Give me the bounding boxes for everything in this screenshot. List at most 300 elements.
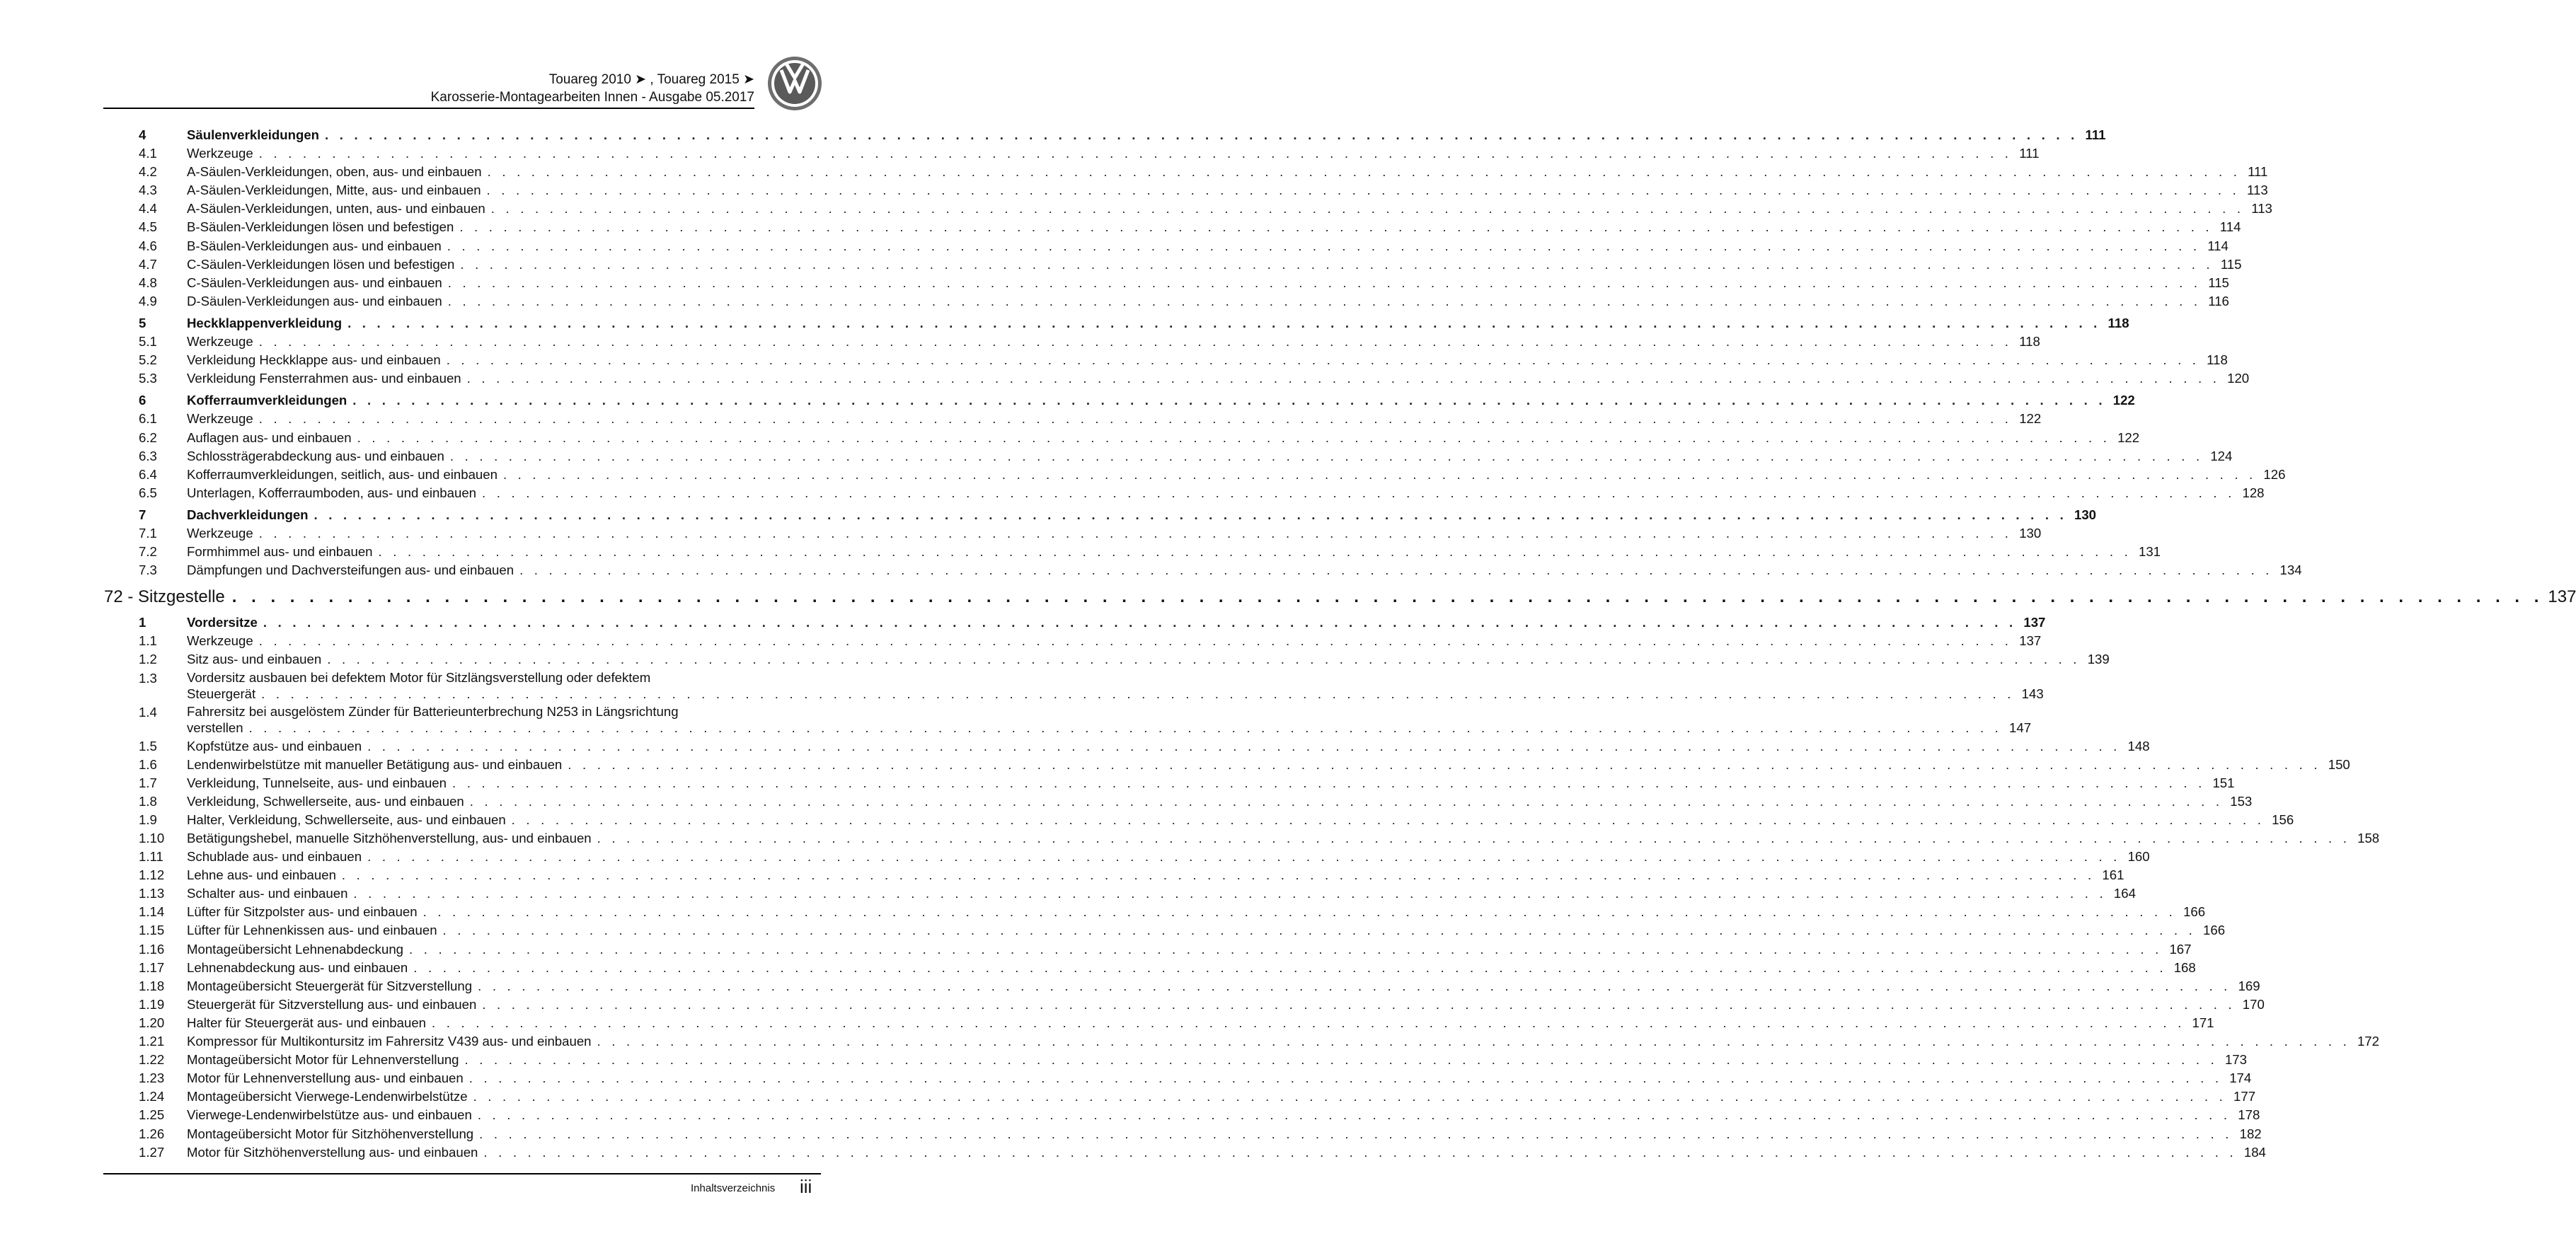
toc-leader-dots: . . . . . . . . . . . . . . . . . . . . . . . . . . . . . . . . . . . . . . . . . . . . . . . . . . . . . . . . . . . . . . . . . . . . . . . . . . . . . . . . . . . . . . . . . . . . . . . . . . . . . . . . . . . . . . . . . . . . . . . . (468, 1070, 2223, 1086)
toc-entry-page: 172 (2357, 1034, 2379, 1049)
toc-entry-number: 1 (139, 615, 146, 630)
toc-leader-dots: . . . . . . . . . . . . . . . . . . . . . . . . . . . . . . . . . . . . . . . . . . . . . . . . . . . . . . . . . . . . . . . . . . . . . . . . . . . . . . . . . . . . . . . . . . . . . . . . . . . . . . . . . . . . . . . . . . . . . . . . (490, 201, 2245, 217)
toc-entry[interactable] (139, 774, 2235, 792)
toc-leader-dots: . . . . . . . . . . . . . . . . . . . . . . . . . . . . . . . . . . . . . . . . . . . . . . . . . . . . . . . . . . . . . . . . . . . . . . . . . . . . . . . . . . . . . . . . . . . . . . . . . . . . . . . . . . . . . . . . . . . . . . . . (258, 146, 2013, 161)
toc-leader-dots: . . . . . . . . . . . . . . . . . . . . . . . . . . . . . . . . . . . . . . . . . . . . . . . . . . . . . . . . . . . . . . . . . . . . . . . . . . . . . . . . . . . . . . . . . . . . . . . . . . . . . . . . . . . . . . . . . . . . . . . . (413, 959, 2167, 975)
toc-entry-number: 4.6 (139, 238, 157, 253)
toc-entry-number: 1.5 (139, 738, 157, 754)
toc-section-heading[interactable] (139, 314, 2129, 333)
toc-entry[interactable] (139, 429, 2140, 447)
toc-entry-line (187, 669, 2044, 702)
toc-entry[interactable] (139, 466, 2286, 484)
toc-entry-page: 177 (2233, 1089, 2256, 1104)
toc-entry-title: Werkzeuge (187, 146, 253, 161)
toc-entry-page: 118 (2019, 334, 2040, 350)
toc-entry-title: Verkleidung, Tunnelseite, aus- und einbauen (187, 775, 447, 790)
toc-entry-number: 1.6 (139, 756, 157, 772)
toc-entry-page: 170 (2242, 996, 2265, 1012)
toc-entry[interactable] (139, 703, 2032, 737)
toc-entry-title: Verkleidung, Schwellerseite, aus- und einbauen (187, 793, 464, 809)
toc-leader-dots: . . . . . . . . . . . . . . . . . . . . . . . . . . . . . . . . . . . . . . . . . . . . . . . . . . . . . . . . . . . . . . . . . . . . . . . . . . . . . . . . . . . . . . . . . . . . . . . . . . . . . . . . . . . . . . . . . . . . . . . . (477, 1107, 2231, 1123)
toc-entry-line (187, 921, 2226, 940)
toc-entry-page: 111 (2085, 127, 2106, 142)
toc-entry-title: B-Säulen-Verkleidungen aus- und einbauen (187, 238, 442, 253)
toc-entry-line (187, 144, 2040, 163)
chapter-title: 72 - Sitzgestelle (104, 587, 225, 607)
toc-entry-number: 5 (139, 315, 146, 330)
toc-entry-line (187, 429, 2140, 447)
toc-entry-page: 164 (2113, 886, 2136, 901)
toc-entry-line (187, 218, 2241, 236)
vw-logo-icon (766, 55, 823, 112)
toc-leader-dots: . . . . . . . . . . . . . . . . . . . . . . . . . . . . . . . . . . . . . . . . . . . . . . . . . . . . . . . . . . . . . . . . . . . . . . . . . . . . . . . . . . . . . . . . . . . . . . . . . . . . . . . . . . . . . . . . . . . . . . . . (353, 886, 2107, 901)
toc-entry-title: Steuergerät für Sitzverstellung aus- und einbauen (187, 996, 477, 1012)
toc-section-heading[interactable] (139, 126, 2106, 144)
toc-entry-line (187, 848, 2150, 866)
toc-leader-dots: . . . . . . . . . . . . . . . . . . . . . . . . . . . . . . . . . . . . . . . . . . . . . . . . . . . . . . . . . . . . . . . . . . . . . . . . . . . . . . . . . . . . . . . . . . . . . . . . . . . . . . . . . . . . . . . . . . . . . . . . (263, 615, 2017, 630)
toc-entry-number: 4.9 (139, 293, 157, 308)
toc-entry-number: 4.3 (139, 183, 157, 198)
toc-entry-number: 6.2 (139, 429, 157, 445)
toc-entry[interactable] (139, 351, 2228, 369)
toc-entry-page: 137 (2019, 633, 2042, 649)
toc-entry-title: Lehnenabdeckung aus- und einbauen (187, 959, 408, 975)
toc-entry-page: 168 (2173, 959, 2196, 975)
toc-entry[interactable] (139, 884, 2136, 903)
toc-entry-page: 130 (2074, 507, 2097, 522)
toc-entry-page: 118 (2108, 315, 2129, 330)
toc-entry[interactable] (139, 866, 2124, 884)
toc-leader-dots: . . . . . . . . . . . . . . . . . . . . . . . . . . . . . . . . . . . . . . . . . . . . . . . . . . . . . . . . . . . . . . . . . . . . . . . . . . . . . . . . . . . . . . . . . . . . . . . . . . . . . . . . . . . . . . . . . . . . . . . . (519, 562, 2273, 578)
chapter-page: 137 (2548, 587, 2576, 607)
toc-leader-dots: . . . . . . . . . . . . . . . . . . . . . . . . . . . . . . . . . . . . . . . . . . . . . . . . . . . . . . . . . . . . . . . . . . . . . . . . . . . . . . . . . . . . . . . . . . . . . . . . . . . . . . . . . . . . . . . . . . . . . . . . (352, 393, 2106, 408)
toc-entry-line (187, 959, 2196, 977)
toc-entry-line (187, 181, 2268, 200)
toc-entry-line (187, 811, 2294, 829)
toc-entry-title: Werkzeuge (187, 633, 253, 649)
toc-entry-number: 6 (139, 393, 146, 408)
toc-section-heading[interactable] (139, 506, 2097, 524)
toc-entry-number: 1.3 (139, 670, 157, 686)
toc-entry-title: Montageübersicht Lehnenabdeckung (187, 941, 403, 957)
toc-entry-page: 150 (2328, 756, 2350, 772)
toc-leader-dots: . . . . . . . . . . . . . . . . . . . . . . . . . . . . . . . . . . . . . . . . . . . . . . . . . . . . . . . . . . . . . . . . . . . . . . . . . . . . . . . . . . . . . . . . . . . . . . . . . . . . . . . . . . . . . . . . . . . . . . . . (447, 238, 2201, 253)
toc-entry-title: Auflagen aus- und einbauen (187, 429, 352, 445)
toc-leader-dots: . . . . . . . . . . . . . . . . . . . . . . . . . . . . . . . . . . . . . . . . . . . . . . . . . . . . . . . . . . . . . . . . . . . . . . . . . . . . . . . . . . . . . . . . . . . . . . . . . . . . . . . . . . . . . . . . . . . . . . . . (460, 256, 2214, 272)
toc-entry[interactable] (139, 1087, 2256, 1106)
toc-entry-page: 111 (2019, 146, 2040, 161)
header-vehicle-line: Touareg 2010 ➤ , Touareg 2015 ➤ (548, 72, 754, 87)
toc-leader-dots: . . . . . . . . . . . . . . . . . . . . . . . . . . . . . . . . . . . . . . . . . . . . . . . . . . . . . . . . . . . . . . . . . . . . . . . . . . . . . . . . . . . . . . . . . . . . . . . . . . . . . . . . . . . . . . . . . . . . . . . . (449, 448, 2204, 463)
toc-entry-line (187, 255, 2242, 274)
toc-leader-dots: . . . . . . . . . . . . . . . . . . . . . . . . . . . . . . . . . . . . . . . . . . . . . . . . . . . . . . . . . . . . . . . . . . . . . . . . . . . . . . . . . . . . . . . . . . . . . . . . . . . . . . . . . . . . . . . . . . . . . . . . (479, 1126, 2233, 1141)
toc-entry[interactable] (139, 543, 2161, 561)
toc-entry-page: 156 (2272, 812, 2294, 827)
toc-entry-number: 1.16 (139, 941, 165, 957)
toc-entry-page: 126 (2263, 466, 2286, 482)
toc-entry[interactable] (139, 995, 2265, 1014)
toc-leader-dots: . . . . . . . . . . . . . . . . . . . . . . . . . . . . . . . . . . . . . . . . . . . . . . . . . . . . . . . . . . . . . . . . . . . . . . . . . . . . . . . . . . . . . . . . . . . . . . . . . . . . . . . . . . . . . . . . . . . . . . . . (258, 525, 2013, 541)
toc-section-heading[interactable] (139, 391, 2135, 410)
toc-leader-dots: . . . . . . . . . . . . . . . . . . . . . . . . . . . . . . . . . . . . . . . . . . . . . . . . . . . . . . . . . . . . . . . . . . . . . . . . . . . . . . . . . . . . . . . . . . . . . . . . . . . . . . . . . . . . . . . . . . . . . . . . (327, 652, 2081, 667)
toc-entry[interactable] (139, 829, 2380, 848)
toc-entry-title: A-Säulen-Verkleidungen, unten, aus- und einbauen (187, 201, 485, 217)
toc-entry[interactable] (139, 484, 2265, 502)
toc-entry-number: 7.3 (139, 562, 157, 578)
toc-leader-dots: . . . . . . . . . . . . . . . . . . . . . . . . . . . . . . . . . . . . . . . . . . . . . . . . . . . . . . . . . . . . . . . . . . . . . . . . . . . . . . . . . . . . . . . . . . . . . . . . . . . . . . . . . . . . . . . . . . . . . . . . (432, 1015, 2185, 1030)
toc-entry[interactable] (139, 921, 2226, 940)
toc-entry-number: 1.22 (139, 1052, 165, 1068)
toc-entry-title: Kofferraumverkleidungen, seitlich, aus- und einbauen (187, 466, 498, 482)
toc-entry-title: A-Säulen-Verkleidungen, oben, aus- und einbauen (187, 164, 482, 180)
toc-entry[interactable] (139, 959, 2196, 977)
toc-leader-dots: . . . . . . . . . . . . . . . . . . . . . . . . . . . . . . . . . . . . . . . . . . . . . . . . . . . . . . . . . . . . . . . . . . . . . . . . . . . . . . . . . . . . . . . . . . . . . . . . . . . . . . . . . . . . . . . . . . . . . . . . (568, 756, 2321, 772)
toc-entry-title: Motor für Sitzhöhenverstellung aus- und einbauen (187, 1144, 478, 1160)
toc-entry-page: 160 (2127, 849, 2150, 865)
toc-entry-line (187, 1106, 2260, 1124)
toc-entry-line (187, 410, 2042, 428)
toc-entry-line (187, 506, 2097, 524)
toc-entry-title: Lendenwirbelstütze mit manueller Betätigung aus- und einbauen (187, 756, 563, 772)
toc-entry-number: 1.13 (139, 886, 165, 901)
toc-entry-number: 1.10 (139, 831, 165, 845)
toc-entry-title: Lüfter für Sitzpolster aus- und einbauen (187, 904, 418, 920)
toc-entry-title: Säulenverkleidungen (187, 127, 320, 142)
toc-entry[interactable] (139, 144, 2040, 163)
toc-leader-dots: . . . . . . . . . . . . . . . . . . . . . . . . . . . . . . . . . . . . . . . . . . . . . . . . . . . . . . . . . . . . . . . . . . . . . . . . . . . . . . . . . . . . . . . . . . . . . . . . . . . . . . . . . . . . . . . . . . . . . . . . (261, 686, 2015, 701)
toc-entry-title-continued: verstellen (187, 720, 243, 735)
toc-entry-title: Kompressor für Multikontursitz im Fahrersitz V439 aus- und einbauen (187, 1034, 592, 1049)
toc-leader-dots: . . . . . . . . . . . . . . . . . . . . . . . . . . . . . . . . . . . . . . . . . . . . . . . . . . . . . . . . . . . . . . . . . . . . . . . . . . . . . . . . . . . . . . . . . . . . . . . . . . . . . . . . . . . . . . . . . . . . . . . . (446, 352, 2200, 368)
toc-leader-dots: . . . . . . . . . . . . . . . . . . . . . . . . . . . . . . . . . . . . . . . . . . . . . . . . . . . . . . . . . . . . . . . . . . . . . . . . . . . . . . . . . . . . . . . . . . . . . . . . . . . . . . . . . . . . . . . . . . . . . . . . (409, 941, 2163, 957)
toc-entry[interactable] (139, 977, 2260, 995)
toc-entry-title: Montageübersicht Vierwege-Lendenwirbelstütze (187, 1089, 468, 1104)
header-manual-title: Karosserie-Montagearbeiten Innen - Ausgabe 05.2017 (430, 90, 754, 105)
toc-leader-dots: . . . . . . . . . . . . . . . . . . . . . . . . . . . . . . . . . . . . . . . . . . . . . . . . . . . . . . . . . . . . . . . . . . . . . . . . . . . . . . . . . . . . . . . . . . . . . . . . . . . . . . . . . . . . . . . . . . . . . . . . (231, 587, 2544, 607)
toc-entry-line (187, 940, 2192, 959)
toc-entry-number: 1.17 (139, 959, 165, 975)
toc-entry-number: 1.7 (139, 775, 157, 790)
toc-entry-line (187, 1143, 2266, 1162)
toc-leader-dots: . . . . . . . . . . . . . . . . . . . . . . . . . . . . . . . . . . . . . . . . . . . . . . . . . . . . . . . . . . . . . . . . . . . . . . . . . . . . . . . . . . . . . . . . . . . . . . . . . . . . . . . . . . . . . . . . . . . . . . . . (483, 1144, 2237, 1160)
toc-entry-number: 4 (139, 127, 146, 142)
toc-entry-number: 1.23 (139, 1070, 165, 1086)
toc-entry-title: D-Säulen-Verkleidungen aus- und einbauen (187, 293, 442, 308)
toc-leader-dots: . . . . . . . . . . . . . . . . . . . . . . . . . . . . . . . . . . . . . . . . . . . . . . . . . . . . . . . . . . . . . . . . . . . . . . . . . . . . . . . . . . . . . . . . . . . . . . . . . . . . . . . . . . . . . . . . . . . . . . . . (367, 738, 2121, 754)
toc-entry-number: 1.2 (139, 652, 157, 667)
toc-entry-page: 113 (2251, 201, 2272, 217)
toc-entry-page: 115 (2208, 275, 2229, 290)
toc-entry-title: Werkzeuge (187, 334, 253, 350)
toc-entry[interactable] (139, 237, 2229, 255)
toc-entry-line (187, 903, 2206, 921)
toc-section-heading[interactable] (139, 613, 2046, 632)
toc-entry-page: 118 (2207, 352, 2228, 368)
toc-entry-line (187, 1087, 2256, 1106)
toc-entry-number: 4.4 (139, 201, 157, 217)
toc-entry-number: 1.8 (139, 793, 157, 809)
toc-entry[interactable] (139, 811, 2294, 829)
footer-page-number: iii (800, 1176, 812, 1197)
toc-entry[interactable] (139, 1106, 2260, 1124)
toc-entry-line-continued (187, 686, 2044, 702)
toc-entry-page: 116 (2208, 293, 2229, 308)
toc-leader-dots: . . . . . . . . . . . . . . . . . . . . . . . . . . . . . . . . . . . . . . . . . . . . . . . . . . . . . . . . . . . . . . . . . . . . . . . . . . . . . . . . . . . . . . . . . . . . . . . . . . . . . . . . . . . . . . . . . . . . . . . . (469, 793, 2224, 809)
toc-entry-line (187, 977, 2260, 995)
toc-entry[interactable] (139, 333, 2040, 351)
footer-divider (103, 1173, 821, 1174)
toc-entry-line (187, 391, 2135, 410)
toc-entry-number: 6.3 (139, 448, 157, 463)
toc-entry[interactable] (139, 1014, 2214, 1032)
toc-entry-title: Werkzeuge (187, 525, 253, 541)
toc-entry-page: 166 (2183, 904, 2206, 920)
toc-entry[interactable] (139, 447, 2233, 466)
toc-leader-dots: . . . . . . . . . . . . . . . . . . . . . . . . . . . . . . . . . . . . . . . . . . . . . . . . . . . . . . . . . . . . . . . . . . . . . . . . . . . . . . . . . . . . . . . . . . . . . . . . . . . . . . . . . . . . . . . . . . . . . . . . (378, 544, 2132, 560)
toc-entry[interactable] (139, 903, 2206, 921)
toc-entry-page: 130 (2019, 525, 2042, 541)
toc-entry-line (187, 314, 2129, 333)
toc-leader-dots: . . . . . . . . . . . . . . . . . . . . . . . . . . . . . . . . . . . . . . . . . . . . . . . . . . . . . . . . . . . . . . . . . . . . . . . . . . . . . . . . . . . . . . . . . . . . . . . . . . . . . . . . . . . . . . . . . . . . . . . . (459, 219, 2213, 235)
toc-entry-title: Schlossträgerabdeckung aus- und einbauen (187, 448, 444, 463)
toc-entry-number: 6.4 (139, 466, 157, 482)
toc-entry-number: 4.8 (139, 275, 157, 290)
toc-entry-page: 122 (2112, 393, 2135, 408)
toc-entry-page: 151 (2212, 775, 2235, 790)
toc-entry-title: Vordersitz ausbauen bei defektem Motor für Sitzlängsverstellung oder defektem (187, 669, 651, 685)
toc-entry-line (187, 1032, 2379, 1051)
toc-entry-page: 171 (2192, 1015, 2214, 1030)
toc-entry-title: Motor für Lehnenverstellung aus- und einbauen (187, 1070, 464, 1086)
toc-entry-number: 1.9 (139, 812, 157, 827)
toc-leader-dots: . . . . . . . . . . . . . . . . . . . . . . . . . . . . . . . . . . . . . . . . . . . . . . . . . . . . . . . . . . . . . . . . . . . . . . . . . . . . . . . . . . . . . . . . . . . . . . . . . . . . . . . . . . . . . . . . . . . . . . . . (258, 633, 2013, 649)
toc-entry[interactable] (139, 737, 2150, 756)
toc-entry-line (187, 792, 2253, 811)
toc-leader-dots: . . . . . . . . . . . . . . . . . . . . . . . . . . . . . . . . . . . . . . . . . . . . . . . . . . . . . . . . . . . . . . . . . . . . . . . . . . . . . . . . . . . . . . . . . . . . . . . . . . . . . . . . . . . . . . . . . . . . . . . . (486, 183, 2241, 198)
toc-entry-line (187, 774, 2235, 792)
toc-leader-dots: . . . . . . . . . . . . . . . . . . . . . . . . . . . . . . . . . . . . . . . . . . . . . . . . . . . . . . . . . . . . . . . . . . . . . . . . . . . . . . . . . . . . . . . . . . . . . . . . . . . . . . . . . . . . . . . . . . . . . . . . (478, 978, 2231, 993)
toc-entry-title-continued: Steuergerät (187, 686, 256, 701)
toc-entry-page: 115 (2220, 256, 2242, 272)
toc-entry-line (187, 737, 2150, 756)
header-divider (103, 108, 754, 109)
toc-leader-dots: . . . . . . . . . . . . . . . . . . . . . . . . . . . . . . . . . . . . . . . . . . . . . . . . . . . . . . . . . . . . . . . . . . . . . . . . . . . . . . . . . . . . . . . . . . . . . . . . . . . . . . . . . . . . . . . . . . . . . . . . (447, 293, 2202, 308)
toc-entry-page: 161 (2102, 867, 2124, 883)
toc-entry-number: 1.4 (139, 704, 157, 720)
toc-entry-line (187, 163, 2268, 181)
toc-entry[interactable] (139, 255, 2242, 274)
toc-entry[interactable] (139, 669, 2044, 703)
toc-entry-title: Betätigungshebel, manuelle Sitzhöhenverstellung, aus- und einbauen (187, 831, 592, 845)
toc-entry-title: C-Säulen-Verkleidungen lösen und befestigen (187, 256, 455, 272)
toc-entry-page: 128 (2242, 485, 2265, 500)
toc-entry-number: 7.1 (139, 525, 157, 541)
toc-entry-title: Fahrersitz bei ausgelöstem Zünder für Batterieunterbrechung N253 in Längsrichtung (187, 703, 679, 719)
toc-leader-dots: . . . . . . . . . . . . . . . . . . . . . . . . . . . . . . . . . . . . . . . . . . . . . . . . . . . . . . . . . . . . . . . . . . . . . . . . . . . . . . . . . . . . . . . . . . . . . . . . . . . . . . . . . . . . . . . . . . . . . . . . (422, 904, 2177, 920)
toc-entry-line (187, 561, 2302, 579)
toc-entry-line (187, 613, 2046, 632)
toc-entry[interactable] (139, 792, 2253, 811)
toc-leader-dots: . . . . . . . . . . . . . . . . . . . . . . . . . . . . . . . . . . . . . . . . . . . . . . . . . . . . . . . . . . . . . . . . . . . . . . . . . . . . . . . . . . . . . . . . . . . . . . . . . . . . . . . . . . . . . . . . . . . . . . . . (447, 275, 2202, 290)
toc-entry-line (187, 866, 2124, 884)
toc-leader-dots: . . . . . . . . . . . . . . . . . . . . . . . . . . . . . . . . . . . . . . . . . . . . . . . . . . . . . . . . . . . . . . . . . . . . . . . . . . . . . . . . . . . . . . . . . . . . . . . . . . . . . . . . . . . . . . . . . . . . . . . . (341, 867, 2095, 883)
toc-leader-dots: . . . . . . . . . . . . . . . . . . . . . . . . . . . . . . . . . . . . . . . . . . . . . . . . . . . . . . . . . . . . . . . . . . . . . . . . . . . . . . . . . . . . . . . . . . . . . . . . . . . . . . . . . . . . . . . . . . . . . . . . (248, 720, 2003, 735)
toc-leader-dots: . . . . . . . . . . . . . . . . . . . . . . . . . . . . . . . . . . . . . . . . . . . . . . . . . . . . . . . . . . . . . . . . . . . . . . . . . . . . . . . . . . . . . . . . . . . . . . . . . . . . . . . . . . . . . . . . . . . . . . . . (258, 334, 2013, 350)
toc-entry-page: 174 (2229, 1070, 2252, 1086)
toc-entry-line (187, 829, 2380, 848)
toc-entry-line (187, 292, 2229, 311)
toc-entry-title: Dämpfungen und Dachversteifungen aus- und einbauen (187, 562, 514, 578)
toc-entry-title: Verkleidung Heckklappe aus- und einbauen (187, 352, 441, 368)
toc-entry-page: 134 (2279, 562, 2302, 578)
toc-entry-page: 113 (2247, 183, 2268, 198)
toc-entry-page: 184 (2243, 1144, 2266, 1160)
toc-entry[interactable] (139, 410, 2042, 428)
toc-entry-line (187, 1014, 2214, 1032)
toc-entry[interactable] (139, 1125, 2262, 1143)
toc-entry-page: 147 (2009, 720, 2032, 735)
toc-entry-title: Sitz aus- und einbauen (187, 652, 322, 667)
toc-entry-page: 182 (2239, 1126, 2262, 1141)
toc-entry[interactable] (139, 1032, 2379, 1051)
toc-entry-line (187, 995, 2265, 1014)
toc-entry-title: Kopfstütze aus- und einbauen (187, 738, 362, 754)
toc-entry-title: Montageübersicht Motor für Sitzhöhenverstellung (187, 1126, 474, 1141)
toc-leader-dots: . . . . . . . . . . . . . . . . . . . . . . . . . . . . . . . . . . . . . . . . . . . . . . . . . . . . . . . . . . . . . . . . . . . . . . . . . . . . . . . . . . . . . . . . . . . . . . . . . . . . . . . . . . . . . . . . . . . . . . . . (482, 996, 2236, 1012)
toc-entry-line (187, 543, 2161, 561)
toc-entry-number: 4.1 (139, 146, 157, 161)
toc-entry-line (187, 447, 2233, 466)
toc-entry-line (187, 237, 2229, 255)
toc-entry-line (187, 333, 2040, 351)
toc-leader-dots: . . . . . . . . . . . . . . . . . . . . . . . . . . . . . . . . . . . . . . . . . . . . . . . . . . . . . . . . . . . . . . . . . . . . . . . . . . . . . . . . . . . . . . . . . . . . . . . . . . . . . . . . . . . . . . . . . . . . . . . . (597, 1034, 2350, 1049)
toc-leader-dots: . . . . . . . . . . . . . . . . . . . . . . . . . . . . . . . . . . . . . . . . . . . . . . . . . . . . . . . . . . . . . . . . . . . . . . . . . . . . . . . . . . . . . . . . . . . . . . . . . . . . . . . . . . . . . . . . . . . . . . . . (258, 411, 2013, 427)
toc-entry-number: 1.20 (139, 1015, 165, 1030)
toc-entry[interactable] (139, 292, 2229, 311)
toc-entry-number: 4.7 (139, 256, 157, 272)
toc-entry-line (187, 1051, 2247, 1069)
toc-entry-title: Montageübersicht Motor für Lehnenverstellung (187, 1052, 459, 1068)
toc-entry-title: Lüfter für Lehnenkissen aus- und einbauen (187, 923, 437, 938)
toc-entry-page: 139 (2087, 652, 2110, 667)
toc-entry[interactable] (139, 650, 2110, 669)
toc-entry-line (187, 369, 2250, 388)
toc-entry[interactable] (139, 200, 2272, 218)
toc-entry-title: Unterlagen, Kofferraumboden, aus- und einbauen (187, 485, 477, 500)
toc-entry-number: 1.25 (139, 1107, 165, 1123)
toc-entry-number: 1.15 (139, 923, 165, 938)
toc-entry-line-continued (187, 720, 2032, 736)
toc-entry-title: Schalter aus- und einbauen (187, 886, 348, 901)
toc-entry-page: 114 (2219, 219, 2241, 235)
toc-entry-number: 6.5 (139, 485, 157, 500)
toc-entry-number: 6.1 (139, 411, 157, 427)
toc-entry-page: 131 (2138, 544, 2161, 560)
toc-entry[interactable] (139, 1143, 2266, 1162)
toc-entry[interactable] (139, 524, 2042, 543)
toc-entry-line (187, 632, 2042, 650)
toc-entry-page: 158 (2357, 831, 2380, 845)
toc-leader-dots: . . . . . . . . . . . . . . . . . . . . . . . . . . . . . . . . . . . . . . . . . . . . . . . . . . . . . . . . . . . . . . . . . . . . . . . . . . . . . . . . . . . . . . . . . . . . . . . . . . . . . . . . . . . . . . . . . . . . . . . . (347, 315, 2101, 330)
toc-entry-number: 1.27 (139, 1144, 165, 1160)
toc-entry-title: A-Säulen-Verkleidungen, Mitte, aus- und einbauen (187, 183, 481, 198)
toc-entry[interactable] (139, 756, 2350, 774)
toc-entry[interactable] (139, 632, 2042, 650)
toc-entry[interactable] (139, 181, 2268, 200)
toc-entry-number: 7.2 (139, 544, 157, 560)
toc-entry-line (187, 1069, 2252, 1087)
toc-leader-dots: . . . . . . . . . . . . . . . . . . . . . . . . . . . . . . . . . . . . . . . . . . . . . . . . . . . . . . . . . . . . . . . . . . . . . . . . . . . . . . . . . . . . . . . . . . . . . . . . . . . . . . . . . . . . . . . . . . . . . . . . (473, 1089, 2227, 1104)
toc-entry-number: 1.12 (139, 867, 165, 883)
toc-leader-dots: . . . . . . . . . . . . . . . . . . . . . . . . . . . . . . . . . . . . . . . . . . . . . . . . . . . . . . . . . . . . . . . . . . . . . . . . . . . . . . . . . . . . . . . . . . . . . . . . . . . . . . . . . . . . . . . . . . . . . . . . (482, 485, 2236, 500)
toc-entry-line (187, 200, 2272, 218)
toc-leader-dots: . . . . . . . . . . . . . . . . . . . . . . . . . . . . . . . . . . . . . . . . . . . . . . . . . . . . . . . . . . . . . . . . . . . . . . . . . . . . . . . . . . . . . . . . . . . . . . . . . . . . . . . . . . . . . . . . . . . . . . . . (464, 1052, 2218, 1068)
toc-entry-title: Lehne aus- und einbauen (187, 867, 336, 883)
toc-entry[interactable] (139, 561, 2302, 579)
toc-leader-dots: . . . . . . . . . . . . . . . . . . . . . . . . . . . . . . . . . . . . . . . . . . . . . . . . . . . . . . . . . . . . . . . . . . . . . . . . . . . . . . . . . . . . . . . . . . . . . . . . . . . . . . . . . . . . . . . . . . . . . . . . (502, 466, 2257, 482)
toc-entry-number: 7 (139, 507, 146, 522)
toc-chapter-heading[interactable] (104, 581, 2576, 613)
toc-entry-line (187, 1125, 2262, 1143)
toc-leader-dots: . . . . . . . . . . . . . . . . . . . . . . . . . . . . . . . . . . . . . . . . . . . . . . . . . . . . . . . . . . . . . . . . . . . . . . . . . . . . . . . . . . . . . . . . . . . . . . . . . . . . . . . . . . . . . . . . . . . . . . . . (314, 507, 2067, 522)
toc-entry-number: 1.19 (139, 996, 165, 1012)
toc-entry-page: 148 (2127, 738, 2150, 754)
toc-entry-page: 120 (2227, 371, 2250, 386)
toc-entry-title: Vordersitze (187, 615, 258, 630)
toc-entry[interactable] (139, 218, 2241, 236)
toc-entry-line (187, 756, 2350, 774)
toc-entry-title: Werkzeuge (187, 411, 253, 427)
toc-entry[interactable] (139, 1069, 2252, 1087)
toc-entry-title: Formhimmel aus- und einbauen (187, 544, 373, 560)
toc-entry-title: B-Säulen-Verkleidungen lösen und befestigen (187, 219, 454, 235)
toc-leader-dots: . . . . . . . . . . . . . . . . . . . . . . . . . . . . . . . . . . . . . . . . . . . . . . . . . . . . . . . . . . . . . . . . . . . . . . . . . . . . . . . . . . . . . . . . . . . . . . . . . . . . . . . . . . . . . . . . . . . . . . . . (487, 164, 2241, 180)
toc-leader-dots: . . . . . . . . . . . . . . . . . . . . . . . . . . . . . . . . . . . . . . . . . . . . . . . . . . . . . . . . . . . . . . . . . . . . . . . . . . . . . . . . . . . . . . . . . . . . . . . . . . . . . . . . . . . . . . . . . . . . . . . . (325, 127, 2078, 142)
toc-entry-title: Montageübersicht Steuergerät für Sitzverstellung (187, 978, 473, 993)
toc-entry-line (187, 126, 2106, 144)
toc-leader-dots: . . . . . . . . . . . . . . . . . . . . . . . . . . . . . . . . . . . . . . . . . . . . . . . . . . . . . . . . . . . . . . . . . . . . . . . . . . . . . . . . . . . . . . . . . . . . . . . . . . . . . . . . . . . . . . . . . . . . . . . . (511, 812, 2265, 827)
toc-entry-page: 137 (2023, 615, 2046, 630)
toc-entry-line (187, 351, 2228, 369)
toc-entry-line (187, 484, 2265, 502)
toc-entry-page: 153 (2230, 793, 2253, 809)
footer-label: Inhaltsverzeichnis (691, 1182, 776, 1194)
toc-entry-page: 173 (2224, 1052, 2247, 1068)
toc-entry-line (187, 650, 2110, 669)
toc-entry-number: 1.14 (139, 904, 165, 920)
toc-entry-page: 178 (2238, 1107, 2260, 1123)
toc-entry-line (187, 466, 2286, 484)
toc-entry-page: 169 (2238, 978, 2260, 993)
toc-entry-page: 166 (2203, 923, 2226, 938)
toc-entry[interactable] (139, 1051, 2247, 1069)
toc-entry-page: 122 (2117, 429, 2140, 445)
toc-leader-dots: . . . . . . . . . . . . . . . . . . . . . . . . . . . . . . . . . . . . . . . . . . . . . . . . . . . . . . . . . . . . . . . . . . . . . . . . . . . . . . . . . . . . . . . . . . . . . . . . . . . . . . . . . . . . . . . . . . . . . . . . (597, 831, 2351, 845)
toc-entry-number: 1.11 (139, 849, 163, 865)
toc-entry-page: 122 (2019, 411, 2042, 427)
toc-entry-number: 1.26 (139, 1126, 165, 1141)
toc-entry[interactable] (139, 369, 2250, 388)
toc-entry[interactable] (139, 163, 2268, 181)
toc-entry-number: 5.1 (139, 334, 157, 350)
toc-entry-line (187, 884, 2136, 903)
toc-entry[interactable] (139, 848, 2150, 866)
toc-entry-number: 4.2 (139, 164, 157, 180)
toc-leader-dots: . . . . . . . . . . . . . . . . . . . . . . . . . . . . . . . . . . . . . . . . . . . . . . . . . . . . . . . . . . . . . . . . . . . . . . . . . . . . . . . . . . . . . . . . . . . . . . . . . . . . . . . . . . . . . . . . . . . . . . . . (367, 849, 2121, 865)
toc-entry[interactable] (139, 940, 2192, 959)
toc-entry-number: 1.21 (139, 1034, 165, 1049)
toc-entry[interactable] (139, 274, 2229, 292)
